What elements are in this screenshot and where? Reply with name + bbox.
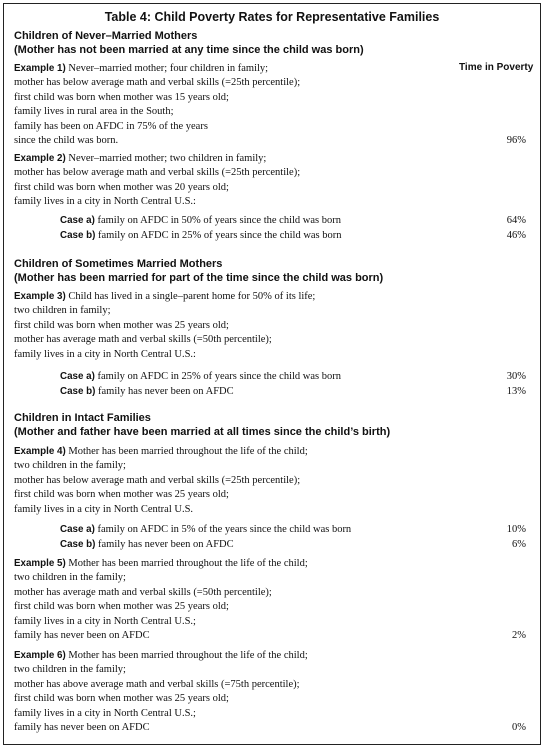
poverty-value: 96% bbox=[506, 135, 526, 146]
example-line: family lives in a city in North Central U.S.: bbox=[14, 196, 196, 208]
case-row bbox=[60, 523, 351, 537]
section-title: Children in Intact Families bbox=[14, 412, 151, 424]
example-block bbox=[14, 445, 454, 517]
section-subtitle: (Mother has not been married at any time since the child was born) bbox=[14, 44, 364, 56]
example-line: two children in the family; bbox=[14, 664, 126, 676]
case-text: family on AFDC in 25% of years since the child was born bbox=[97, 371, 341, 382]
case-text: family has never been on AFDC bbox=[98, 539, 234, 550]
case-text: family on AFDC in 5% of the years since the child was born bbox=[97, 524, 352, 535]
section-heading bbox=[14, 29, 364, 57]
poverty-value: 13% bbox=[506, 386, 526, 397]
section-title: Children of Sometimes Married Mothers bbox=[14, 258, 223, 270]
example-line: Mother has been married throughout the life of the child; bbox=[68, 446, 308, 457]
poverty-value: 30% bbox=[506, 371, 526, 382]
example-line: Mother has been married throughout the life of the child; bbox=[68, 558, 308, 569]
example-line: family lives in a city in North Central U.S.; bbox=[14, 615, 196, 627]
case-row bbox=[60, 370, 341, 384]
table-title: Table 4: Child Poverty Rates for Representative Families bbox=[104, 10, 440, 24]
example-line: first child was born when mother was 25 years old; bbox=[14, 319, 229, 331]
case-text: family on AFDC in 25% of years since the child was born bbox=[98, 230, 342, 241]
poverty-value: 46% bbox=[506, 230, 526, 241]
table-frame bbox=[3, 3, 541, 745]
example-line: mother has average math and verbal skills (=50th percentile); bbox=[14, 334, 272, 346]
case-row bbox=[60, 538, 234, 552]
example-line: first child was born when mother was 25 years old; bbox=[14, 489, 229, 501]
example-line: family lives in rural area in the South; bbox=[14, 106, 174, 118]
example-line: two children in the family; bbox=[14, 460, 126, 472]
example-line: family has never been on AFDC bbox=[14, 721, 150, 733]
example-line: mother has below average math and verbal skills (=25th percentile); bbox=[14, 167, 301, 179]
example-line: Child has lived in a single–parent home for 50% of its life; bbox=[68, 291, 316, 302]
example-line: two children in the family; bbox=[14, 572, 126, 584]
example-line: since the child was born. bbox=[14, 134, 119, 146]
example-line: two children in family; bbox=[14, 305, 111, 317]
case-label: Case b) bbox=[60, 386, 96, 397]
case-text: family on AFDC in 50% of years since the child was born bbox=[97, 215, 341, 226]
poverty-value: 6% bbox=[512, 539, 526, 550]
example-line: Never–married mother; two children in family; bbox=[68, 153, 267, 164]
case-row bbox=[60, 229, 342, 243]
example-label: Example 5) bbox=[14, 558, 66, 569]
example-label: Example 2) bbox=[14, 153, 66, 164]
example-block bbox=[14, 62, 454, 148]
poverty-value: 64% bbox=[506, 215, 526, 226]
example-line: first child was born when mother was 15 years old; bbox=[14, 91, 229, 103]
example-line: family lives in a city in North Central U.S.: bbox=[14, 348, 196, 360]
example-line: first child was born when mother was 20 years old; bbox=[14, 181, 229, 193]
example-label: Example 6) bbox=[14, 650, 66, 661]
poverty-value: 10% bbox=[506, 524, 526, 535]
section-heading bbox=[14, 411, 390, 439]
case-row bbox=[60, 214, 341, 228]
example-line: first child was born when mother was 25 years old; bbox=[14, 693, 229, 705]
example-label: Example 1) bbox=[14, 63, 66, 74]
example-line: Mother has been married throughout the life of the child; bbox=[68, 650, 308, 661]
section-title: Children of Never–Married Mothers bbox=[14, 30, 198, 42]
section-subtitle: (Mother and father have been married at all times since the child’s birth) bbox=[14, 426, 391, 438]
poverty-value: 2% bbox=[512, 630, 526, 641]
example-line: mother has below average math and verbal skills (=25th percentile); bbox=[14, 77, 301, 89]
example-line: family has been on AFDC in 75% of the years bbox=[14, 120, 208, 132]
poverty-value: 0% bbox=[512, 722, 526, 733]
case-label: Case b) bbox=[60, 539, 96, 550]
example-block bbox=[14, 290, 454, 362]
section-heading bbox=[14, 257, 383, 285]
example-block bbox=[14, 152, 454, 210]
example-block bbox=[14, 649, 454, 735]
case-label: Case a) bbox=[60, 371, 95, 382]
case-label: Case a) bbox=[60, 524, 95, 535]
example-label: Example 4) bbox=[14, 446, 66, 457]
example-line: first child was born when mother was 25 years old; bbox=[14, 601, 229, 613]
case-label: Case b) bbox=[60, 230, 96, 241]
example-line: Never–married mother; four children in family; bbox=[68, 63, 269, 74]
example-block bbox=[14, 557, 454, 643]
example-line: family lives in a city in North Central U.S.; bbox=[14, 707, 196, 719]
case-text: family has never been on AFDC bbox=[98, 386, 234, 397]
example-line: mother has above average math and verbal skills (=75th percentile); bbox=[14, 678, 300, 690]
example-line: family has never been on AFDC bbox=[14, 629, 150, 641]
example-line: family lives in a city in North Central U.S. bbox=[14, 503, 194, 515]
example-line: mother has average math and verbal skills (=50th percentile); bbox=[14, 586, 272, 598]
section-subtitle: (Mother has been married for part of the time since the child was born) bbox=[14, 272, 384, 284]
case-row bbox=[60, 385, 234, 399]
example-label: Example 3) bbox=[14, 291, 66, 302]
column-header: Time in Poverty bbox=[459, 62, 534, 73]
case-label: Case a) bbox=[60, 215, 95, 226]
example-line: mother has below average math and verbal skills (=25th percentile); bbox=[14, 474, 301, 486]
